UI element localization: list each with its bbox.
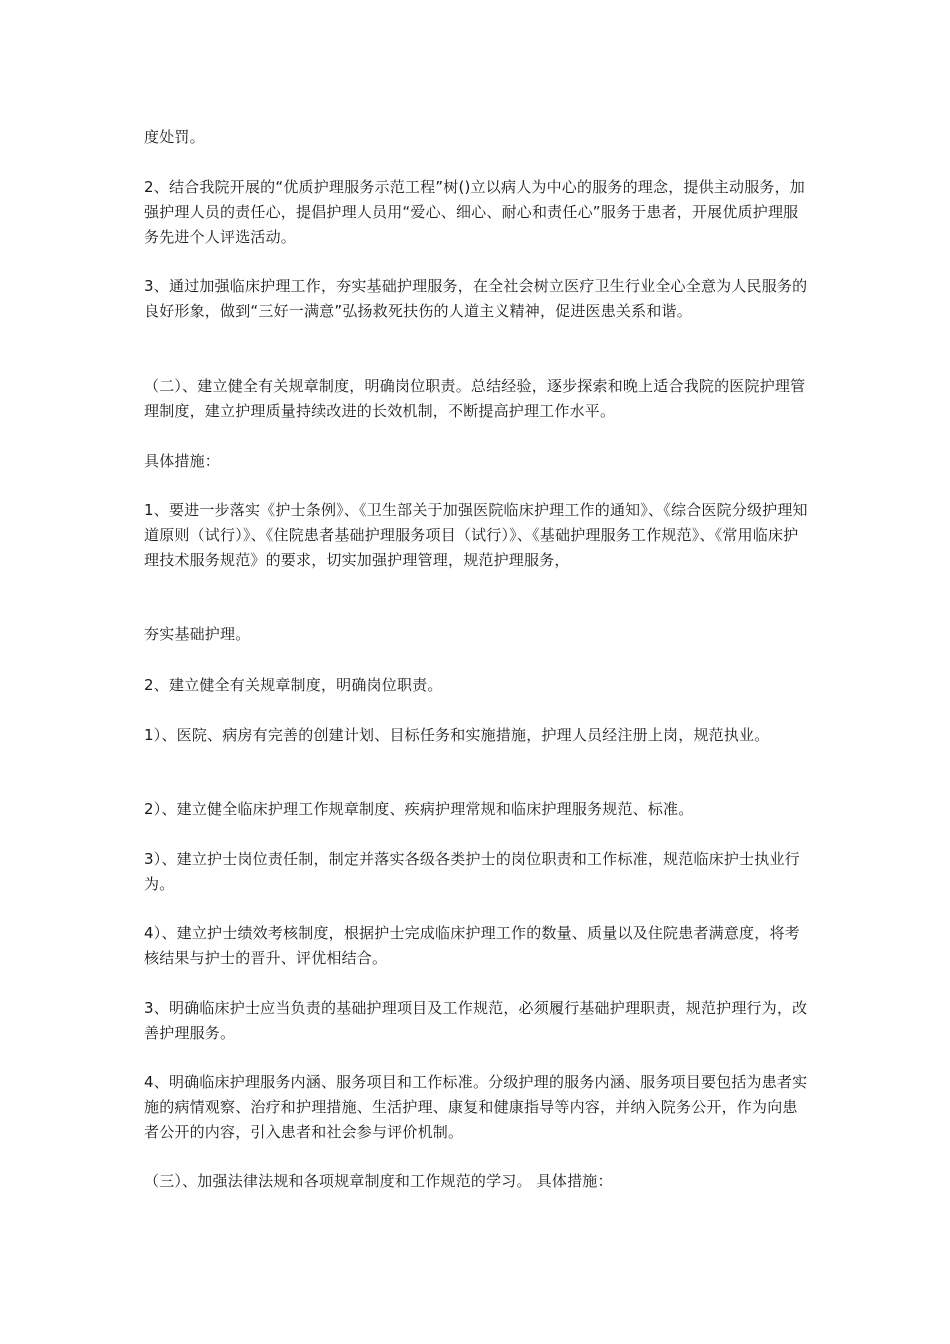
paragraph-measures-heading: 具体措施： [144, 452, 221, 470]
paragraph-section-three: （三）、加强法律法规和各项规章制度和工作规范的学习。 具体措施： [144, 1172, 613, 1190]
paragraph-item-4: 4）、建立护士绩效考核制度，根据护士完成临床护理工作的数量、质量以及住院患者满意度，将考核结果与护士的晋升、评优相结合。 [144, 924, 800, 967]
paragraph-item-1: 1）、医院、病房有完善的创建计划、目标任务和实施措施，护理人员经注册上岗，规范执业。 [144, 726, 770, 744]
paragraph-quality-service: 2、结合我院开展的“优质护理服务示范工程”树()立以病人为中心的服务的理念，提供主动服务，加强护理人员的责任心，提倡护理人员用“爱心、细心、耐心和责任心”服务于患者，开展优质护理服务先进个人评选活动。 [144, 178, 805, 246]
paragraph-section-two: （二）、建立健全有关规章制度，明确岗位职责。总结经验，逐步探索和晚上适合我院的医院护理管理制度，建立护理质量持续改进的长效机制，不断提高护理工作水平。 [144, 377, 806, 420]
paragraph-penalty-end: 度处罚。 [144, 128, 205, 146]
paragraph-regulations: 1、要进一步落实《护士条例》、《卫生部关于加强医院临床护理工作的通知》、《综合医院分级护理知道原则（试行）》、《住院患者基础护理服务项目（试行）》、《基础护理服务工作规范》、《常用临床护理技术服务规范》的要求，切实加强护理管理，规范护理服务， [144, 501, 808, 569]
paragraph-item-3: 3）、建立护士岗位责任制，制定并落实各级各类护士的岗位职责和工作标准，规范临床护士执业行为。 [144, 850, 800, 893]
paragraph-item-2: 2）、建立健全临床护理工作规章制度、疾病护理常规和临床护理服务规范、标准。 [144, 800, 694, 818]
paragraph-service-content: 4、明确临床护理服务内涵、服务项目和工作标准。分级护理的服务内涵、服务项目要包括为患者实施的病情观察、治疗和护理措施、生活护理、康复和健康指导等内容，并纳入院务公开，作为向患者公开的内容，引入患者和社会参与评价机制。 [144, 1073, 808, 1141]
paragraph-basic-nursing: 夯实基础护理。 [144, 625, 251, 643]
paragraph-nursing-items: 3、明确临床护士应当负责的基础护理项目及工作规范，必须履行基础护理职责，规范护理行为，改善护理服务。 [144, 999, 808, 1042]
paragraph-rules-duties: 2、建立健全有关规章制度，明确岗位职责。 [144, 676, 443, 694]
paragraph-clinical-nursing: 3、通过加强临床护理工作，夯实基础护理服务，在全社会树立医疗卫生行业全心全意为人民服务的良好形象，做到“三好一满意”弘扬救死扶伤的人道主义精神，促进医患关系和谐。 [144, 277, 808, 320]
